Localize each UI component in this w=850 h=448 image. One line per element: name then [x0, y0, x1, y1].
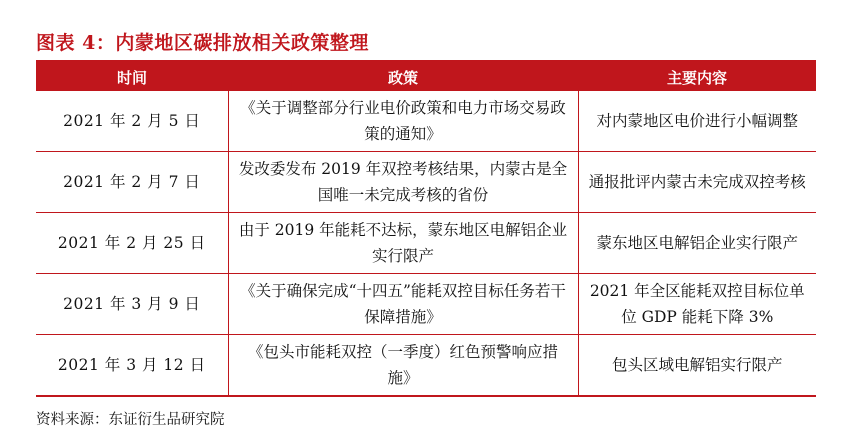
row-content: 蒙东地区电解铝企业实行限产: [578, 213, 816, 274]
header-row: [36, 62, 816, 92]
row-date: 2021 年 3 月 12 日: [36, 335, 228, 397]
header-policy: 政策: [228, 62, 578, 92]
row-date: 2021 年 2 月 5 日: [36, 91, 228, 152]
row-policy: 发改委发布 2019 年双控考核结果，内蒙古是全国唯一未完成考核的省份: [228, 152, 578, 213]
row-content: 对内蒙地区电价进行小幅调整: [578, 91, 816, 152]
row-content: 通报批评内蒙古未完成双控考核: [578, 152, 816, 213]
row-date: 2021 年 2 月 25 日: [36, 213, 228, 274]
row-policy: 《包头市能耗双控（一季度）红色预警响应措施》: [228, 335, 578, 397]
header-time: 时间: [36, 62, 228, 92]
row-policy: 由于 2019 年能耗不达标，蒙东地区电解铝企业实行限产: [228, 213, 578, 274]
table-row: [36, 274, 816, 335]
table-row: [36, 152, 816, 213]
table-row: [36, 213, 816, 274]
row-content: 2021 年全区能耗双控目标位单位 GDP 能耗下降 3%: [578, 274, 816, 335]
table-row: [36, 335, 816, 397]
row-policy: 《关于确保完成“十四五”能耗双控目标任务若干保障措施》: [228, 274, 578, 335]
row-date: 2021 年 3 月 9 日: [36, 274, 228, 335]
row-date: 2021 年 2 月 7 日: [36, 152, 228, 213]
header-content: 主要内容: [578, 62, 816, 92]
row-policy: 《关于调整部分行业电价政策和电力市场交易政策的通知》: [228, 91, 578, 152]
table-row: [36, 91, 816, 152]
row-content: 包头区域电解铝实行限产: [578, 335, 816, 397]
source-note: 资料来源：东证衍生品研究院: [36, 412, 225, 428]
table-title: 图表 4：内蒙地区碳排放相关政策整理: [36, 32, 369, 54]
policy-table: [36, 60, 816, 397]
